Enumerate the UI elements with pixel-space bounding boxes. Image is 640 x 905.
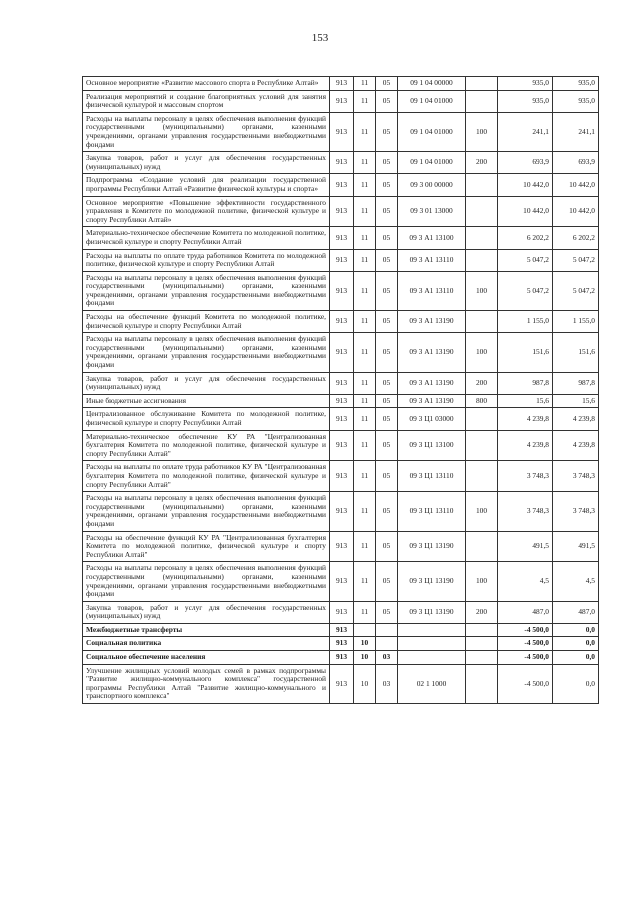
amount-change: 241,1	[498, 112, 553, 151]
section-code: 11	[354, 174, 376, 196]
table-row	[83, 333, 599, 372]
table-row	[83, 311, 599, 333]
row-description: Подпрограмма «Создание условий для реализации государственной программы Республики Алтай «Развитие физической культуры и спорта»	[83, 174, 330, 196]
row-description: Расходы на выплаты персоналу в целях обеспечения выполнения функций государственными (муниципальными) органами, казенными учреждениями, органами управления государственными внебюджетными фондами	[83, 333, 330, 372]
target-article-code: 09 3 А1 13190	[398, 372, 466, 394]
target-article-code: 09 3 Ц1 13190	[398, 562, 466, 601]
row-description: Социальное обеспечение населения	[83, 651, 330, 665]
table-row	[83, 623, 599, 637]
subsection-code: 03	[376, 664, 398, 703]
subsection-code: 05	[376, 90, 398, 112]
expense-type-code	[466, 461, 498, 492]
section-code: 11	[354, 196, 376, 227]
amount-total: 0,0	[553, 651, 599, 665]
page-number: 153	[311, 32, 329, 44]
amount-total: 3 748,3	[553, 461, 599, 492]
table-row	[83, 90, 599, 112]
table-row	[83, 271, 599, 310]
target-article-code: 09 3 Ц1 13110	[398, 461, 466, 492]
target-article-code	[398, 623, 466, 637]
subsection-code: 05	[376, 333, 398, 372]
table-row	[83, 196, 599, 227]
expense-type-code	[466, 311, 498, 333]
row-description: Основное мероприятие «Развитие массового спорта в Республике Алтай»	[83, 77, 330, 91]
target-article-code: 09 1 04 01000	[398, 112, 466, 151]
row-description: Межбюджетные трансферты	[83, 623, 330, 637]
amount-change: 4 239,8	[498, 408, 553, 430]
table-row	[83, 408, 599, 430]
expense-type-code	[466, 196, 498, 227]
target-article-code: 09 1 04 01000	[398, 90, 466, 112]
section-code	[354, 623, 376, 637]
ministry-code: 913	[330, 152, 354, 174]
table-row	[83, 372, 599, 394]
table-row	[83, 664, 599, 703]
table-row	[83, 249, 599, 271]
expense-type-code	[466, 408, 498, 430]
ministry-code: 913	[330, 333, 354, 372]
amount-total: 0,0	[553, 623, 599, 637]
amount-total: 491,5	[553, 531, 599, 562]
ministry-code: 913	[330, 77, 354, 91]
section-code: 10	[354, 651, 376, 665]
section-code: 11	[354, 601, 376, 623]
section-code: 11	[354, 249, 376, 271]
ministry-code: 913	[330, 271, 354, 310]
row-description: Социальная политика	[83, 637, 330, 651]
subsection-code: 05	[376, 77, 398, 91]
subsection-code	[376, 623, 398, 637]
table-row	[83, 227, 599, 249]
expense-type-code	[466, 249, 498, 271]
subsection-code: 05	[376, 112, 398, 151]
amount-change: 1 155,0	[498, 311, 553, 333]
table-row	[83, 174, 599, 196]
subsection-code: 05	[376, 461, 398, 492]
ministry-code: 913	[330, 196, 354, 227]
section-code: 11	[354, 227, 376, 249]
budget-table	[82, 76, 599, 704]
amount-change: -4 500,0	[498, 664, 553, 703]
subsection-code: 05	[376, 152, 398, 174]
amount-change: 935,0	[498, 77, 553, 91]
ministry-code: 913	[330, 430, 354, 461]
target-article-code	[398, 637, 466, 651]
expense-type-code: 100	[466, 271, 498, 310]
subsection-code: 05	[376, 227, 398, 249]
amount-change: 487,0	[498, 601, 553, 623]
amount-change: 151,6	[498, 333, 553, 372]
section-code: 11	[354, 394, 376, 408]
amount-change: 5 047,2	[498, 249, 553, 271]
amount-total: 0,0	[553, 637, 599, 651]
target-article-code: 09 3 Ц1 13100	[398, 430, 466, 461]
amount-total: 241,1	[553, 112, 599, 151]
row-description: Расходы на обеспечение функций Комитета по молодежной политике, физической культуре и спорту Республики Алтай	[83, 311, 330, 333]
subsection-code: 05	[376, 531, 398, 562]
ministry-code: 913	[330, 249, 354, 271]
row-description: Расходы на выплаты персоналу в целях обеспечения выполнения функций государственными (муниципальными) органами, казенными учреждениями, органами управления государственными внебюджетными фондами	[83, 562, 330, 601]
row-description: Закупка товаров, работ и услуг для обеспечения государственных (муниципальных) нужд	[83, 601, 330, 623]
section-code: 11	[354, 152, 376, 174]
row-description: Иные бюджетные ассигнования	[83, 394, 330, 408]
amount-total: 15,6	[553, 394, 599, 408]
amount-change: 491,5	[498, 531, 553, 562]
expense-type-code: 200	[466, 601, 498, 623]
subsection-code: 05	[376, 394, 398, 408]
ministry-code: 913	[330, 394, 354, 408]
amount-total: 10 442,0	[553, 174, 599, 196]
table-row	[83, 394, 599, 408]
target-article-code: 09 3 А1 13190	[398, 333, 466, 372]
subsection-code: 05	[376, 311, 398, 333]
ministry-code: 913	[330, 408, 354, 430]
subsection-code: 05	[376, 372, 398, 394]
section-code: 10	[354, 664, 376, 703]
expense-type-code	[466, 90, 498, 112]
table-row	[83, 77, 599, 91]
target-article-code: 09 3 А1 13100	[398, 227, 466, 249]
amount-change: 10 442,0	[498, 196, 553, 227]
expense-type-code: 100	[466, 562, 498, 601]
ministry-code: 913	[330, 90, 354, 112]
table-row	[83, 651, 599, 665]
amount-total: 5 047,2	[553, 271, 599, 310]
expense-type-code	[466, 651, 498, 665]
table-row	[83, 461, 599, 492]
expense-type-code	[466, 174, 498, 196]
section-code: 11	[354, 90, 376, 112]
target-article-code: 09 3 Ц1 13190	[398, 601, 466, 623]
subsection-code: 05	[376, 430, 398, 461]
table-row	[83, 562, 599, 601]
amount-change: 6 202,2	[498, 227, 553, 249]
amount-change: 3 748,3	[498, 461, 553, 492]
amount-change: -4 500,0	[498, 623, 553, 637]
row-description: Закупка товаров, работ и услуг для обеспечения государственных (муниципальных) нужд	[83, 372, 330, 394]
section-code: 11	[354, 77, 376, 91]
target-article-code: 09 3 А1 13110	[398, 271, 466, 310]
target-article-code: 09 3 Ц1 03000	[398, 408, 466, 430]
row-description: Расходы на выплаты персоналу в целях обеспечения выполнения функций государственными (муниципальными) органами, казенными учреждениями, органами управления государственными внебюджетными фондами	[83, 271, 330, 310]
amount-total: 4 239,8	[553, 430, 599, 461]
amount-total: 987,8	[553, 372, 599, 394]
expense-type-code	[466, 227, 498, 249]
section-code: 11	[354, 430, 376, 461]
amount-change: 987,8	[498, 372, 553, 394]
ministry-code: 913	[330, 531, 354, 562]
section-code: 10	[354, 637, 376, 651]
amount-total: 5 047,2	[553, 249, 599, 271]
ministry-code: 913	[330, 174, 354, 196]
expense-type-code: 200	[466, 152, 498, 174]
target-article-code: 02 1 1000	[398, 664, 466, 703]
amount-total: 487,0	[553, 601, 599, 623]
section-code: 11	[354, 333, 376, 372]
expense-type-code	[466, 531, 498, 562]
row-description: Расходы на выплаты персоналу в целях обеспечения выполнения функций государственными (муниципальными) органами, казенными учреждениями, органами управления государственными внебюджетными фондами	[83, 492, 330, 531]
row-description: Расходы на обеспечение функций КУ РА "Централизованная бухгалтерия Комитета по молодежной политике, физической культуре и спорту Республики Алтай"	[83, 531, 330, 562]
section-code: 11	[354, 271, 376, 310]
amount-change: 4,5	[498, 562, 553, 601]
amount-total: 3 748,3	[553, 492, 599, 531]
expense-type-code: 200	[466, 372, 498, 394]
amount-total: 1 155,0	[553, 311, 599, 333]
target-article-code: 09 3 А1 13190	[398, 394, 466, 408]
row-description: Расходы на выплаты по оплате труда работников КУ РА "Централизованная бухгалтерия Комитета по молодежной политике, физической культуре и спорту Республики Алтай"	[83, 461, 330, 492]
ministry-code: 913	[330, 637, 354, 651]
ministry-code: 913	[330, 492, 354, 531]
subsection-code: 05	[376, 196, 398, 227]
amount-change: -4 500,0	[498, 637, 553, 651]
table-row	[83, 152, 599, 174]
section-code: 11	[354, 492, 376, 531]
section-code: 11	[354, 311, 376, 333]
amount-change: 3 748,3	[498, 492, 553, 531]
row-description: Расходы на выплаты по оплате труда работников Комитета по молодежной политике, физической культуре и спорту Республики Алтай	[83, 249, 330, 271]
amount-total: 4 239,8	[553, 408, 599, 430]
table-row	[83, 637, 599, 651]
amount-total: 935,0	[553, 77, 599, 91]
ministry-code: 913	[330, 664, 354, 703]
amount-total: 10 442,0	[553, 196, 599, 227]
amount-total: 4,5	[553, 562, 599, 601]
expense-type-code: 100	[466, 492, 498, 531]
table-body	[83, 77, 599, 704]
ministry-code: 913	[330, 562, 354, 601]
row-description: Закупка товаров, работ и услуг для обеспечения государственных (муниципальных) нужд	[83, 152, 330, 174]
target-article-code	[398, 651, 466, 665]
expense-type-code	[466, 77, 498, 91]
target-article-code: 09 3 А1 13190	[398, 311, 466, 333]
target-article-code: 09 3 А1 13110	[398, 249, 466, 271]
subsection-code: 05	[376, 271, 398, 310]
table-row	[83, 112, 599, 151]
ministry-code: 913	[330, 372, 354, 394]
amount-total: 151,6	[553, 333, 599, 372]
target-article-code: 09 1 04 01000	[398, 152, 466, 174]
expense-type-code	[466, 430, 498, 461]
subsection-code: 05	[376, 562, 398, 601]
table-row	[83, 492, 599, 531]
subsection-code: 05	[376, 249, 398, 271]
subsection-code	[376, 637, 398, 651]
row-description: Материально-техническое обеспечение Комитета по молодежной политике, физической культуре и спорту Республики Алтай	[83, 227, 330, 249]
ministry-code: 913	[330, 601, 354, 623]
amount-total: 935,0	[553, 90, 599, 112]
subsection-code: 05	[376, 601, 398, 623]
section-code: 11	[354, 531, 376, 562]
amount-change: 15,6	[498, 394, 553, 408]
ministry-code: 913	[330, 461, 354, 492]
target-article-code: 09 1 04 00000	[398, 77, 466, 91]
section-code: 11	[354, 461, 376, 492]
subsection-code: 05	[376, 174, 398, 196]
row-description: Материально-техническое обеспечение КУ РА "Централизованная бухгалтерия Комитета по молодежной политике, физической культуре и спорту Республики Алтай"	[83, 430, 330, 461]
amount-change: 935,0	[498, 90, 553, 112]
section-code: 11	[354, 372, 376, 394]
section-code: 11	[354, 408, 376, 430]
row-description: Централизованное обслуживание Комитета по молодежной политике, физической культуре и спорту Республики Алтай	[83, 408, 330, 430]
amount-change: 10 442,0	[498, 174, 553, 196]
subsection-code: 05	[376, 408, 398, 430]
section-code: 11	[354, 562, 376, 601]
subsection-code: 05	[376, 492, 398, 531]
target-article-code: 09 3 Ц1 13190	[398, 531, 466, 562]
row-description: Основное мероприятие «Повышение эффективности государственного управления в Комитете по молодежной политике, физической культуре и спорту Республики Алтай»	[83, 196, 330, 227]
table-row	[83, 531, 599, 562]
table-row	[83, 430, 599, 461]
amount-change: 693,9	[498, 152, 553, 174]
expense-type-code: 100	[466, 112, 498, 151]
ministry-code: 913	[330, 651, 354, 665]
amount-total: 693,9	[553, 152, 599, 174]
target-article-code: 09 3 01 13000	[398, 196, 466, 227]
ministry-code: 913	[330, 227, 354, 249]
ministry-code: 913	[330, 112, 354, 151]
ministry-code: 913	[330, 311, 354, 333]
row-description: Улучшение жилищных условий молодых семей в рамках подпрограммы "Развитие жилищно-коммунального комплекса" государственной программы Республики Алтай "Развитие жилищно-коммунального и транспортного комплекса"	[83, 664, 330, 703]
row-description: Реализация мероприятий и создание благоприятных условий для занятия физической культурой и массовым спортом	[83, 90, 330, 112]
expense-type-code: 800	[466, 394, 498, 408]
table-row	[83, 601, 599, 623]
ministry-code: 913	[330, 623, 354, 637]
section-code: 11	[354, 112, 376, 151]
target-article-code: 09 3 Ц1 13110	[398, 492, 466, 531]
target-article-code: 09 3 00 00000	[398, 174, 466, 196]
amount-change: 5 047,2	[498, 271, 553, 310]
amount-change: -4 500,0	[498, 651, 553, 665]
amount-total: 6 202,2	[553, 227, 599, 249]
expense-type-code	[466, 637, 498, 651]
subsection-code: 03	[376, 651, 398, 665]
amount-change: 4 239,8	[498, 430, 553, 461]
expense-type-code: 100	[466, 333, 498, 372]
amount-total: 0,0	[553, 664, 599, 703]
expense-type-code	[466, 664, 498, 703]
row-description: Расходы на выплаты персоналу в целях обеспечения выполнения функций государственными (муниципальными) органами, казенными учреждениями, органами управления государственными внебюджетными фондами	[83, 112, 330, 151]
expense-type-code	[466, 623, 498, 637]
